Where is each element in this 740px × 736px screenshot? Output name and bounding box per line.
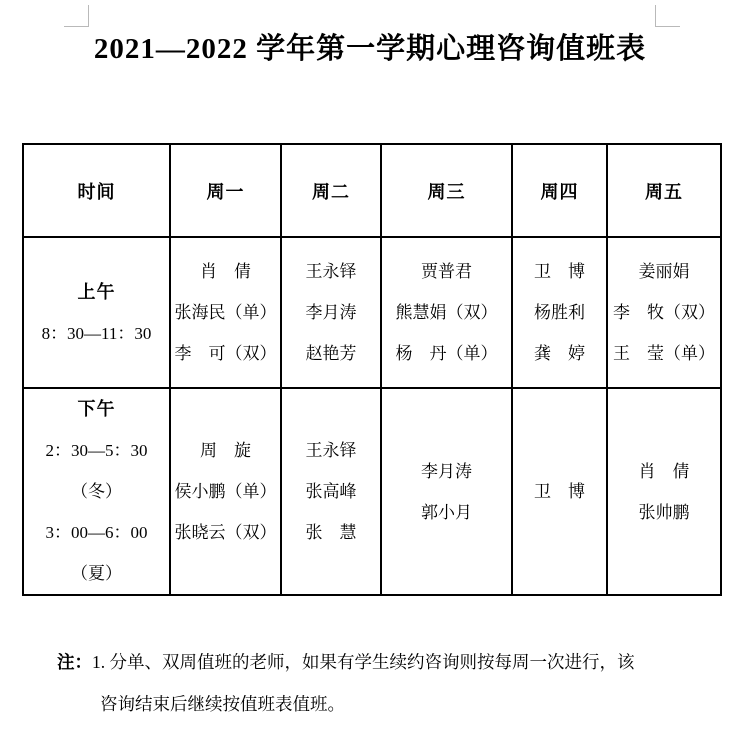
staff-name: 张 慧	[305, 523, 357, 542]
staff-name: 贾普君	[421, 262, 472, 281]
time-cell-morning	[23, 237, 170, 388]
duty-schedule-table	[22, 143, 722, 596]
staff-name: 李月涛	[421, 461, 472, 481]
duty-cell-afternoon-friday	[607, 388, 721, 595]
morning-row	[23, 237, 721, 388]
header-tuesday: 周二	[281, 144, 381, 237]
season-label-winter: （冬）	[71, 482, 122, 501]
duty-cell-morning-friday	[607, 237, 721, 388]
duty-cell-afternoon-thursday	[512, 388, 607, 595]
staff-name: 侯小鹏（单）	[174, 482, 277, 501]
staff-name: 李 牧（双）	[613, 303, 715, 322]
footnote-label: 注：	[57, 652, 92, 672]
staff-name: 卫 博	[534, 262, 585, 281]
staff-name: 卫 博	[534, 482, 585, 501]
staff-name: 龚 婷	[534, 344, 585, 363]
header-row	[23, 144, 721, 237]
footnote-text-2: 咨询结束后继续按值班表值班。	[100, 694, 345, 714]
duty-cell-morning-monday	[170, 237, 281, 388]
staff-name: 王 莹（单）	[613, 344, 715, 363]
duty-cell-afternoon-monday	[170, 388, 281, 595]
staff-name: 张晓云（双）	[174, 523, 277, 542]
staff-name: 李 可（双）	[174, 344, 277, 363]
staff-name: 杨胜利	[534, 303, 585, 322]
staff-name: 王永铎	[305, 441, 357, 460]
duty-cell-morning-thursday	[512, 237, 607, 388]
staff-name: 肖 倩	[200, 262, 251, 281]
staff-name: 王永铎	[305, 262, 357, 281]
time-cell-afternoon	[23, 388, 170, 595]
staff-name: 赵艳芳	[305, 344, 357, 363]
header-friday: 周五	[607, 144, 721, 237]
duty-cell-afternoon-tuesday	[281, 388, 381, 595]
footnote-line-1	[57, 649, 635, 674]
staff-name: 李月涛	[305, 303, 357, 322]
header-time: 时间	[23, 144, 170, 237]
header-wednesday: 周三	[381, 144, 512, 237]
footnote	[57, 649, 635, 716]
duty-cell-afternoon-wednesday	[381, 388, 512, 595]
margin-corner-mark-left	[64, 5, 89, 27]
duty-cell-morning-tuesday	[281, 237, 381, 388]
afternoon-row	[23, 388, 721, 595]
staff-name: 郭小月	[421, 502, 472, 522]
period-label: 上午	[77, 281, 116, 302]
period-hours: 8：30—11：30	[41, 323, 152, 343]
staff-name: 熊慧娟（双）	[395, 303, 498, 322]
staff-name: 张帅鹏	[638, 502, 690, 522]
period-hours-winter: 2：30—5：30	[45, 441, 148, 460]
period-hours-summer: 3：00—6：00	[45, 523, 148, 542]
header-monday: 周一	[170, 144, 281, 237]
staff-name: 姜丽娟	[638, 262, 690, 281]
staff-name: 肖 倩	[638, 461, 690, 481]
period-label: 下午	[77, 399, 116, 419]
staff-name: 张海民（单）	[174, 303, 277, 322]
margin-corner-mark-right	[655, 5, 680, 27]
footnote-text-1: 1. 分单、双周值班的老师，如果有学生续约咨询则按每周一次进行，该	[92, 652, 635, 672]
duty-cell-morning-wednesday	[381, 237, 512, 388]
header-thursday: 周四	[512, 144, 607, 237]
staff-name: 周 旋	[200, 441, 251, 460]
season-label-summer: （夏）	[71, 564, 122, 583]
staff-name: 杨 丹（单）	[395, 344, 498, 363]
page-title: 2021—2022 学年第一学期心理咨询值班表	[93, 33, 647, 65]
staff-name: 张高峰	[305, 482, 357, 501]
